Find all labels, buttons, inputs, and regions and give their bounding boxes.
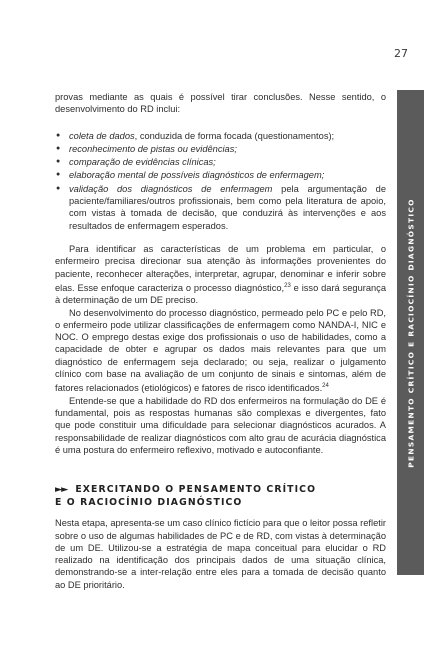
section-heading-line2: E O RACIOCÍNIO DIAGNÓSTICO: [55, 497, 243, 509]
list-item-emphasis: elaboração mental de possíveis diagnósticos de enfermagem;: [69, 170, 325, 181]
paragraph-text: Para identificar as características de um problema em particular, o enfermeiro precisa direcionar sua atenção às informações provenientes do paciente, reconhecer alterações, interpretar, agrupar, denominar e inferir sobre elas. Esse enfoque caracteriza o processo diagnóstico,: [55, 243, 386, 293]
list-item-emphasis: comparação de evidências clínicas;: [69, 157, 216, 168]
list-item-text: , conduzida de forma focada (questionamentos);: [134, 130, 335, 141]
paragraph-text: e isso dará segurança à determinação de um DE preciso.: [55, 282, 386, 306]
reference-superscript: 24: [322, 383, 329, 390]
list-item: [55, 130, 386, 142]
list-item-emphasis: coleta de dados: [69, 130, 135, 141]
section-heading: [55, 483, 386, 509]
page-number: 27: [394, 47, 408, 60]
chapter-side-tab: [397, 90, 424, 575]
list-item-emphasis: validação dos diagnósticos de enfermagem: [69, 183, 273, 194]
list-item-emphasis: reconhecimento de pistas ou evidências;: [69, 143, 237, 154]
section-body-paragraph: Nesta etapa, apresenta-se um caso clínico fictício para que o leitor possa refletir sobre o uso de algumas habilidades de PC e de RD, com vistas à determinação de um DE. Utilizou-se a estratégia de mapa conceitual para elucidar o RD realizado na identificação dos principais dados de uma situação clínica, demonstrando-se a inter-relação entre eles para a tomada de decisão quanto ao DE prioritário.: [55, 518, 386, 590]
double-arrow-icon: ►►: [55, 484, 68, 496]
page-body: [55, 91, 386, 591]
reference-superscript: 23: [284, 282, 291, 289]
list-item: [55, 156, 386, 168]
paragraph-rd-skill: Entende-se que a habilidade do RD dos enfermeiros na formulação do DE é fundamental, pois as respostas humanas são complexas e divergentes, fato que pode constituir uma dificuldade para selecionar diagnósticos acurados. A responsabilidade de realizar diagnósticos com alto grau de acurácia diagnóstica é uma postura do enfermeiro reflexivo, motivado e autoconfiante.: [55, 395, 386, 455]
list-item: [55, 143, 386, 155]
list-item-text: pela argumentação de paciente/familiares/outros profissionais, bem como pela literatura de apoio, com vistas à tomada de decisão, que conduzirá às intervenções e aos resultados de enfermagem esperados.: [69, 183, 386, 231]
section-heading-line1: EXERCITANDO O PENSAMENTO CRÍTICO: [75, 484, 317, 496]
paragraph-classifications: [55, 307, 386, 395]
list-item: [55, 169, 386, 181]
intro-paragraph: provas mediante as quais é possível tirar conclusões. Nesse sentido, o desenvolvimento do RD inclui:: [55, 92, 386, 115]
paragraph-diagnostic-process: [55, 243, 386, 307]
rd-steps-list: [55, 130, 386, 232]
chapter-side-tab-label: PENSAMENTO CRÍTICO E RACIOCÍNIO DIAGNÓSTICO: [406, 197, 415, 468]
list-item: [55, 183, 386, 232]
paragraph-text: No desenvolvimento do processo diagnóstico, permeado pelo PC e pelo RD, o enfermeiro pode utilizar classificações de enfermagem como NANDA-I, NIC e NOC. O emprego destas exige dos profissionais o uso de habilidades, como a capacidade de obter e agrupar os dados mais relevantes para que um diagnóstico de enfermagem seja declarado; ou seja, realizar o julgamento clínico com base na avaliação de um conjunto de sinais e sintomas, além de fatores relacionados (etiológicos) e fatores de risco identificados.: [55, 307, 386, 394]
